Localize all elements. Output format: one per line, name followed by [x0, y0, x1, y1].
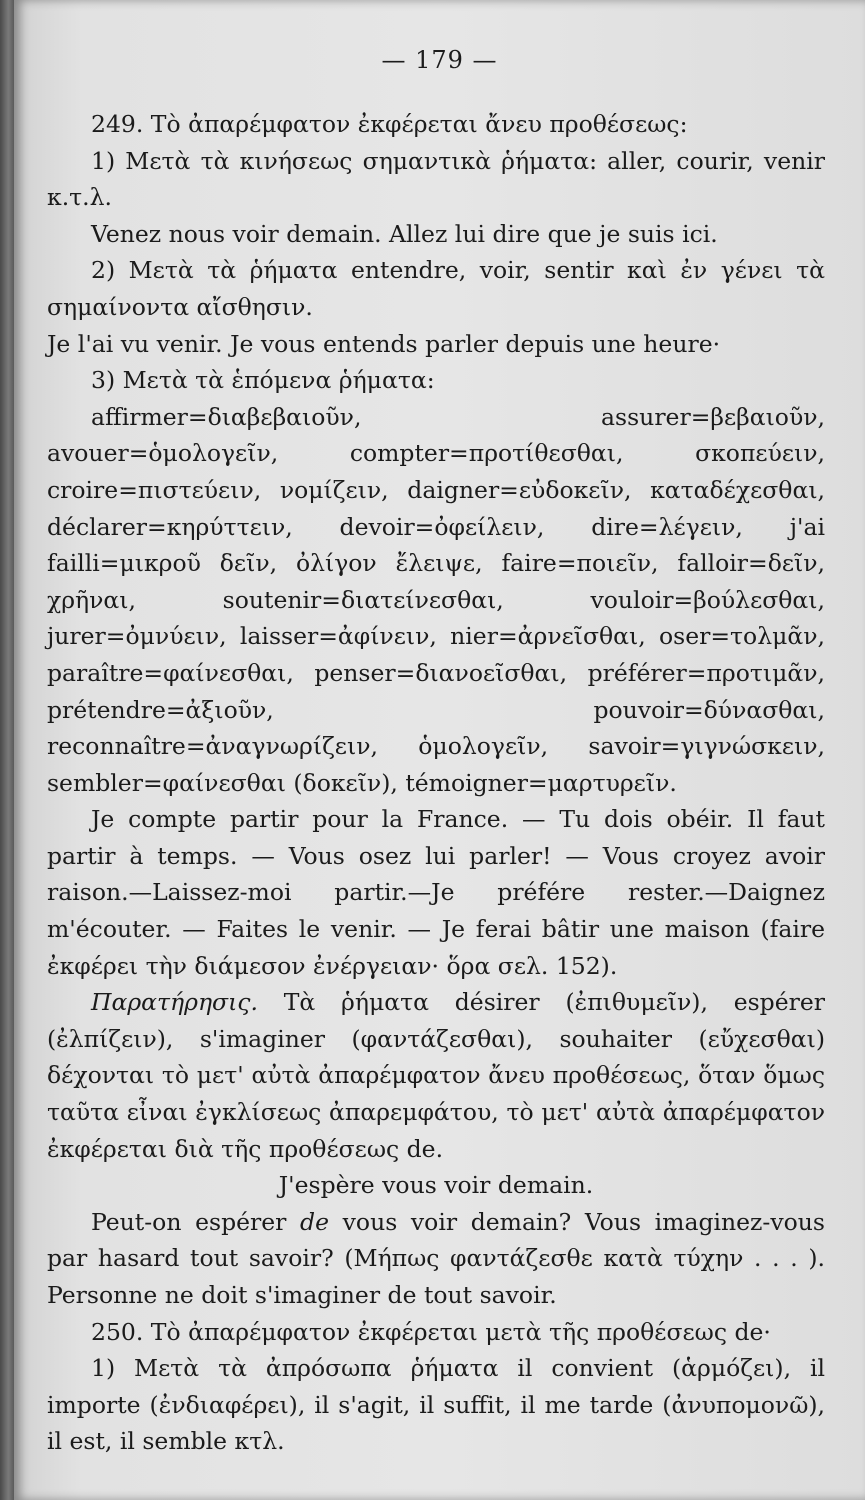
rule-3-following-verbs: 3) Μετὰ τὰ ἑπόμενα ῥήματα:: [91, 366, 435, 395]
remark-text: Τὰ ῥήματα désirer (ἐπιθυμεῖν), espérer (ἐλπίζειν), s'imaginer (φαντάζεσθαι), souhaiter (εὔχεσθαι) δέχονται τὸ μετ' αὐτὰ ἀπαρέμφατον ἄνευ προθέσεως, ὅταν ὅμως ταῦτα εἶναι ἐγκλίσεως ἀπαρεμφάτου, τὸ μετ' αὐτὰ ἀπαρέμφατον ἐκφέρεται διὰ τῆς προθέσεως de.: [47, 988, 825, 1163]
verb-list: affirmer=διαβεβαιοῦν, assurer=βεβαιοῦν, avouer=ὁμολογεῖν, compter=προτίθεσθαι, σκοπεύειν, croire=πιστεύειν, νομίζειν, daigner=εὐδοκεῖν, καταδέχεσθαι, déclarer=κηρύττειν, devoir=ὀφείλειν, dire=λέγειν, j'ai failli=μικροῦ δεῖν, ὀλίγον ἔλειψε, faire=ποιεῖν, falloir=δεῖν, χρῆναι, soutenir=διατείνεσθαι, vouloir=βούλεσθαι, jurer=ὀμνύειν, laisser=ἀφίνειν, nier=ἀρνεῖσθαι, oser=τολμᾶν, paraître=φαίνεσθαι, penser=διανοεῖσθαι, préférer=προτιμᾶν, prétendre=ἀξιοῦν, pouvoir=δύνασθαι, reconnaître=ἀναγνωρίζειν, ὁμολογεῖν, savoir=γιγνώσκειν, sembler=φαίνεσθαι (δοκεῖν), témoigner=μαρτυρεῖν.: [47, 402, 825, 797]
book-page: [14, 0, 865, 1500]
example-text-before: Peut-on espérer: [91, 1207, 301, 1236]
rule-1-motion-verbs: 1) Μετὰ τὰ κινήσεως σημαντικὰ ῥήματα: aller, courir, venir κ.τ.λ.: [47, 146, 825, 212]
remark-paragraph: [47, 984, 825, 1167]
example-motion-verbs: Venez nous voir demain. Allez lui dire que je suis ici.: [91, 219, 718, 248]
remark-label: Παρατήρησις.: [91, 988, 258, 1017]
rule-2-perception-verbs: 2) Μετὰ τὰ ῥήματα entendre, voir, sentir καὶ ἐν γένει τὰ σημαίνοντα αἴσθησιν.: [47, 256, 825, 321]
book-spine: [0, 0, 14, 1500]
rule-1-impersonal-verbs: 1) Μετὰ τὰ ἀπρόσωπα ῥήματα il convient (ἁρμόζει), il importe (ἐνδιαφέρει), il s'agit, il suffit, il me tarde (ἀνυπομονῶ), il est, il semble κτλ.: [47, 1354, 825, 1456]
example-espere: J'espère vous voir demain.: [278, 1171, 594, 1200]
example-em-de: de: [300, 1207, 329, 1236]
page-number: — 179 —: [381, 46, 498, 74]
examples-de-infinitive: [47, 1204, 825, 1314]
section-250-heading: 250. Τὸ ἀπαρέμφατον ἐκφέρεται μετὰ τῆς προθέσεως de·: [91, 1317, 771, 1346]
section-249-heading: 249. Τὸ ἀπαρέμφατον ἐκφέρεται ἄνευ προθέσεως:: [91, 110, 688, 138]
examples-following-verbs: Je compte partir pour la France. — Tu dois obéir. Il faut partir à temps. — Vous osez lui parler! — Vous croyez avoir raison.—Laissez-moi partir.—Je préfére rester.—Daignez m'écouter. — Faites le venir. — Je ferai bâtir une maison (faire ἐκφέρει τὴν διάμεσον ἐνέργειαν· ὅρα σελ. 152).: [47, 805, 825, 980]
example-perception-verbs: Je l'ai vu venir. Je vous entends parler depuis une heure·: [47, 329, 721, 358]
example-text-after: vous voir demain? Vous imaginez-vous par hasard tout savoir? (Μήπως φαντάζεσθε κατὰ τύχην . . . ). Personne ne doit s'imaginer de tout savoir.: [47, 1207, 825, 1309]
page-body: [47, 106, 825, 1460]
